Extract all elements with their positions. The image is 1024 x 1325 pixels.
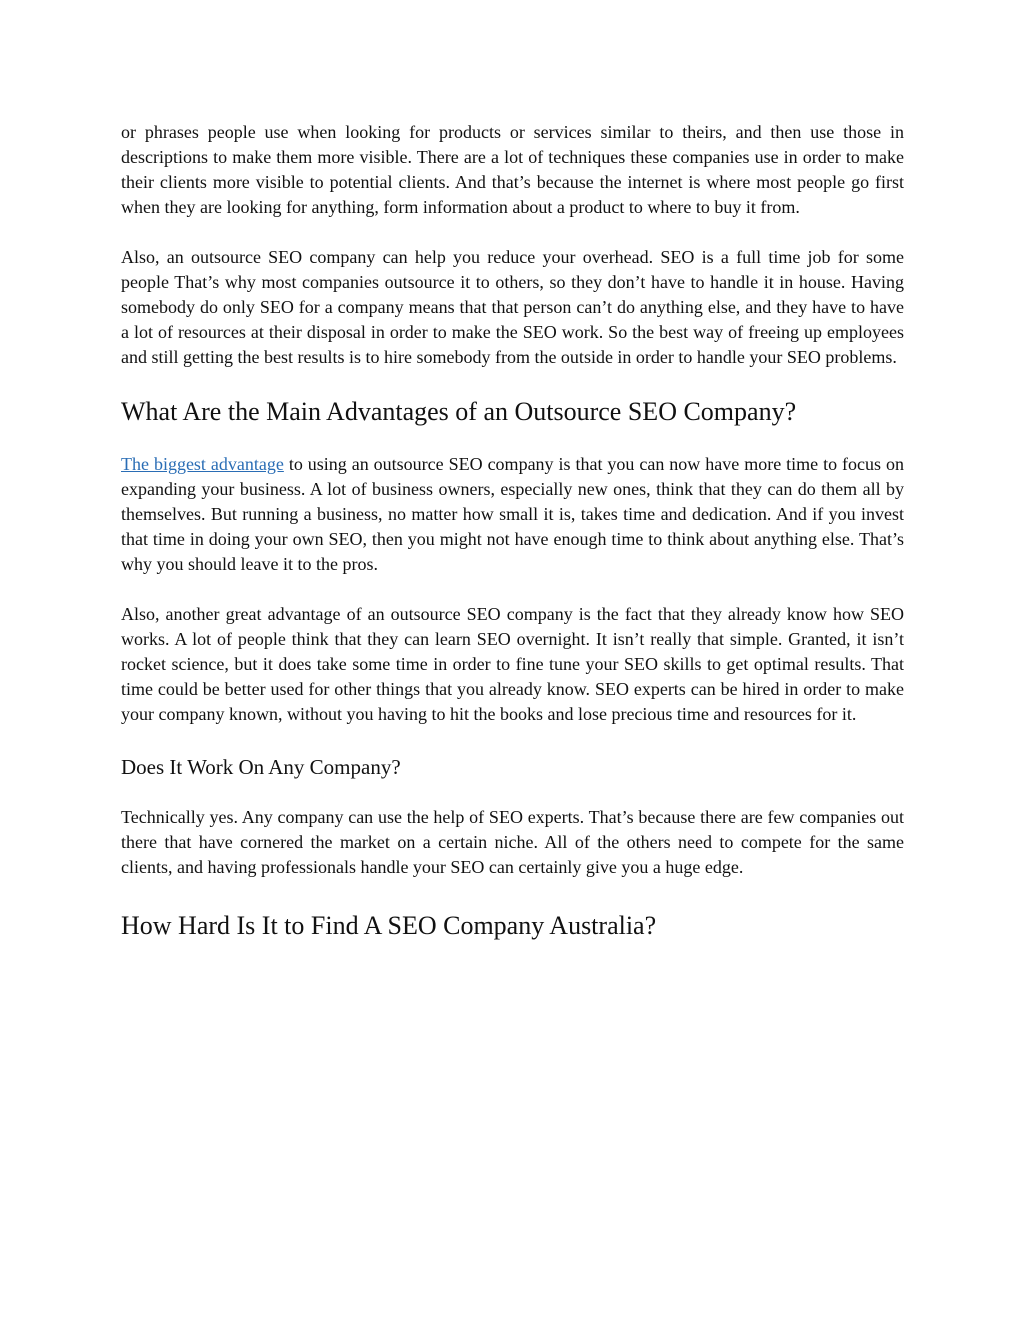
paragraph-techniques: or phrases people use when looking for products or services similar to theirs, and then use those in descriptions to make them more visible. There are a lot of techniques these companies use in order to make their clients more visible to potential clients. And that’s because the internet is where most people go first when they are looking for anything, form information about a product to where to buy it from. (121, 122, 904, 217)
paragraph-biggest-advantage (121, 452, 904, 577)
heading-any-company: Does It Work On Any Company? (121, 755, 401, 779)
heading-main-advantages: What Are the Main Advantages of an Outsource SEO Company? (121, 397, 797, 426)
biggest-advantage-link[interactable]: The biggest advantage (121, 454, 284, 474)
paragraph-overhead: Also, an outsource SEO company can help you reduce your overhead. SEO is a full time job for some people That’s why most companies outsource it to others, so they don’t have to handle it in house. Having somebody do only SEO for a company means that that person can’t do anything else, and they have to have a lot of resources at their disposal in order to make the SEO work. So the best way of freeing up employees and still getting the best results is to hire somebody from the outside in order to handle your SEO problems. (121, 247, 904, 367)
document-page (121, 120, 904, 942)
paragraph-another-advantage: Also, another great advantage of an outsource SEO company is the fact that they already know how SEO works. A lot of people think that they can learn SEO overnight. It isn’t really that simple. Granted, it isn’t rocket science, but it does take some time in order to fine tune your SEO skills to get optimal results. That time could be better used for other things that you already know. SEO experts can be hired in order to make your company known, without you having to hit the books and lose precious time and resources for it. (121, 604, 904, 724)
paragraph-biggest-advantage-text: to using an outsource SEO company is that you can now have more time to focus on expanding your business. A lot of business owners, especially new ones, think that they can do them all by themselves. But running a business, no matter how small it is, takes time and dedication. And if you invest that time in doing your own SEO, then you might not have enough time to think about anything else. That’s why you should leave it to the pros. (121, 454, 904, 574)
heading-find-seo-company: How Hard Is It to Find A SEO Company Australia? (121, 911, 657, 940)
paragraph-technically-yes: Technically yes. Any company can use the help of SEO experts. That’s because there are few companies out there that have cornered the market on a certain niche. All of the others need to compete for the same clients, and having professionals handle your SEO can certainly give you a huge edge. (121, 807, 904, 877)
